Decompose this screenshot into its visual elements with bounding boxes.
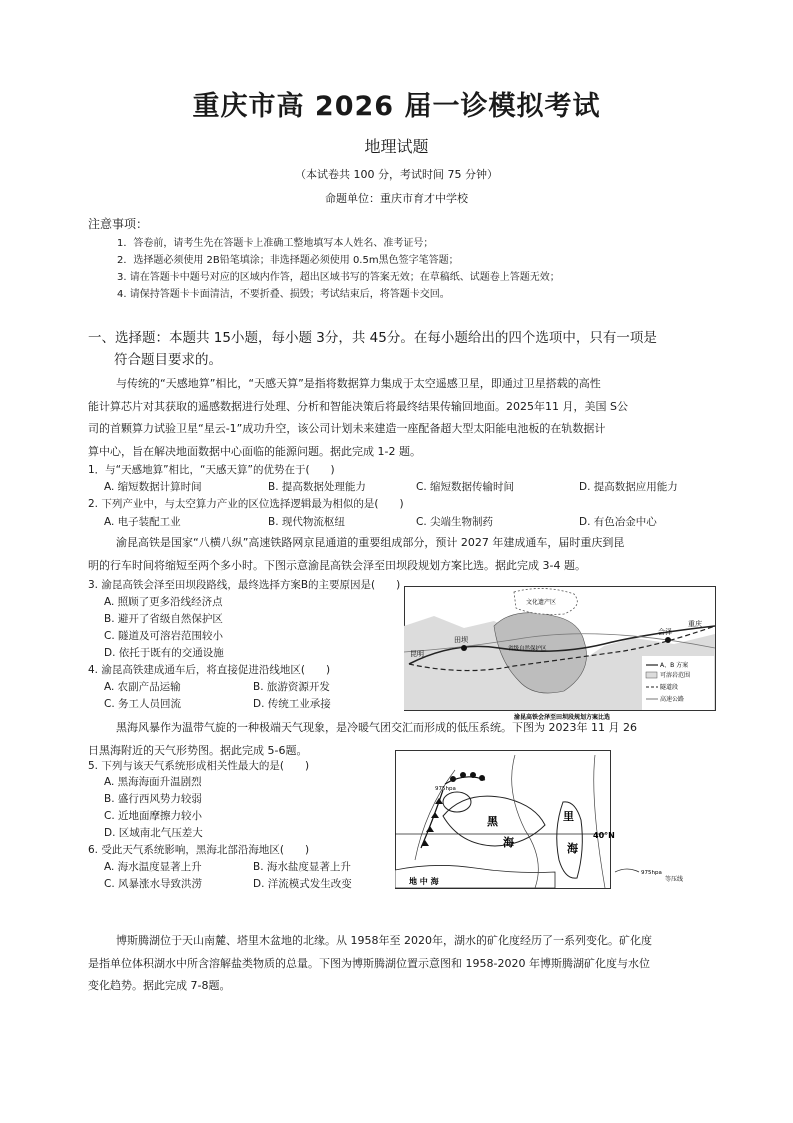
exam-title: 重庆市高 2026 届一诊模拟考试 (192, 91, 601, 122)
question-2-stem: 2. 下列产业中，与太空算力产业的区位选择逻辑最为相似的是( ) (88, 498, 404, 510)
question-6-stem: 6. 受此天气系统影响，黑海北部沿海地区( ) (88, 844, 310, 856)
passage-line: 能计算芯片对其获取的遥感数据进行处理、分析和智能决策后将最终结果传输回地面。2025年11 月，美国 S公 (88, 399, 628, 413)
option-d[interactable]: D. 洋流模式发生改变 (253, 878, 352, 890)
passage-line: 明的行车时间将缩短至两个多小时。下图示意渝昆高铁会泽至田坝段规划方案比选。据此完成 3-4 题。 (88, 558, 586, 572)
passage-line: 日黑海附近的天气形势图。据此完成 5-6题。 (88, 743, 308, 757)
option-b[interactable]: B. 提高数据处理能力 (268, 481, 366, 493)
passage-line: 渝昆高铁是国家“八横八纵”高速铁路网京昆通道的重要组成部分，预计 2027 年建成通车，届时重庆到昆 (116, 536, 625, 549)
warm-front-marker (479, 775, 485, 781)
nature-reserve-label: 省级自然保护区 (508, 646, 547, 652)
notes-heading: 注意事项： (88, 217, 149, 231)
huize-label: 会泽 (658, 628, 672, 636)
legend-isobar-label: 等压线 (665, 876, 684, 883)
option-c[interactable]: C. 隧道及可溶岩范围较小 (104, 630, 224, 642)
question-5-stem: 5. 下列与该天气系统形成相关性最大的是( ) (88, 760, 310, 772)
legend-highway-label: 高速公路 (660, 696, 685, 703)
caspian-sea-label: 里 (563, 810, 574, 823)
option-d[interactable]: D. 提高数据应用能力 (579, 481, 678, 493)
exam-subtitle: 地理试题 (364, 137, 429, 156)
passage-line: 是指单位体积湖水中所含溶解盐类物质的总量。下图为博斯腾湖位置示意图和 1958-2020 年博斯腾湖矿化度与水位 (88, 956, 650, 970)
option-a[interactable]: A. 海水温度显著上升 (104, 861, 202, 873)
passage-line: 黑海风暴作为温带气旋的一种极端天气现象，是冷暖气团交汇而形成的低压系统。下图为 2023年 11 月 26 (116, 721, 637, 734)
kunming-label: 昆明 (410, 650, 424, 658)
option-b[interactable]: B. 旅游资源开发 (253, 681, 330, 693)
exam-author: 命题单位：重庆市育才中学校 (325, 192, 468, 205)
legend-isobar-value: 975hpa (641, 870, 662, 876)
question-4-stem: 4. 渝昆高铁建成通车后，将直接促进沿线地区( ) (88, 664, 331, 676)
note-item: 1．答卷前，请考生先在答题卡上准确工整地填写本人姓名、准考证号； (117, 238, 434, 249)
option-c[interactable]: C. 务工人员回流 (104, 698, 182, 710)
option-c[interactable]: C. 风暴涨水导致洪涝 (104, 878, 203, 890)
option-a[interactable]: A. 黑海海面升温剧烈 (104, 776, 202, 788)
passage-line: 变化趋势。据此完成 7-8题。 (88, 979, 231, 992)
legend-tunnel-label: 隧道段 (660, 684, 679, 691)
huize-marker (665, 637, 671, 643)
option-b[interactable]: B. 盛行西风势力较弱 (104, 793, 202, 805)
isobar-value-label: 975hpa (435, 786, 456, 792)
route-comparison-map (404, 586, 716, 720)
option-a[interactable]: A. 照顾了更多沿线经济点 (104, 596, 223, 608)
note-item: 3. 请在答题卡中题号对应的区域内作答，超出区域书写的答案无效；在草稿纸、试题卷上答题无效； (117, 272, 560, 283)
option-c[interactable]: C. 缩短数据传输时间 (416, 481, 515, 493)
question-3-stem: 3. 渝昆高铁会泽至田坝段路线，最终选择方案B的主要原因是( ) (88, 579, 401, 591)
mediterranean-label: 地 中 海 (409, 877, 439, 886)
legend-karst-label: 可溶岩范围 (660, 672, 691, 679)
section-line: 符合题目要求的。 (114, 352, 222, 368)
warm-front-marker (460, 772, 466, 778)
warm-front-marker (450, 776, 456, 782)
option-b[interactable]: B. 现代物流枢纽 (268, 516, 345, 528)
black-sea-weather-map (395, 750, 697, 892)
exam-info: （本试卷共 100 分，考试时间 75 分钟） (295, 168, 498, 181)
section-heading (88, 327, 708, 371)
note-item: 4. 请保持答题卡卡面清洁，不要折叠、损毁；考试结束后，将答题卡交回。 (117, 289, 450, 300)
legend-route-label: A、B 方案 (660, 662, 689, 669)
legend-isobar-swatch (615, 869, 639, 872)
option-a[interactable]: A. 电子装配工业 (104, 516, 181, 528)
map-caption: 渝昆高铁会泽至田坝段规划方案比选 (514, 714, 611, 720)
option-a[interactable]: A. 农副产品运输 (104, 681, 181, 693)
passage-line: 博斯腾湖位于天山南麓、塔里木盆地的北缘。从 1958年至 2020年，湖水的矿化度经历了一系列变化。矿化度 (116, 934, 652, 947)
passage-line: 司的首颗算力试验卫星“星云-1”成功升空，该公司计划未来建造一座配备超大型太阳能电池板的在轨数据计 (88, 422, 606, 435)
legend-karst-swatch (646, 672, 657, 678)
option-b[interactable]: B. 避开了省级自然保护区 (104, 613, 223, 625)
chongqing-label: 重庆 (688, 620, 702, 628)
note-item: 2．选择题必须使用 2B铅笔填涂；非选择题必须使用 0.5m黑色签字笔答题； (117, 255, 459, 266)
passage-4 (88, 930, 708, 998)
latitude-label: 40°N (593, 831, 615, 840)
option-d[interactable]: D. 有色冶金中心 (579, 516, 657, 528)
passage-2 (88, 532, 708, 577)
black-sea-label-2: 海 (503, 836, 514, 849)
option-d[interactable]: D. 依托于既有的交通设施 (104, 647, 224, 659)
tianba-label: 田坝 (454, 636, 468, 644)
caspian-sea-label-2: 海 (567, 842, 578, 855)
option-d[interactable]: D. 区域南北气压差大 (104, 827, 203, 839)
culture-heritage-label: 文化遗产区 (526, 599, 557, 606)
warm-front-marker (470, 772, 476, 778)
option-c[interactable]: C. 尖端生物制药 (416, 516, 494, 528)
passage-1 (88, 373, 708, 463)
option-b[interactable]: B. 海水盐度显著上升 (253, 861, 351, 873)
black-sea-label: 黑 (487, 815, 498, 828)
option-d[interactable]: D. 传统工业承接 (253, 698, 331, 710)
passage-line: 与传统的“天感地算”相比，“天感天算”是指将数据算力集成于太空遥感卫星，即通过卫星搭载的高性 (116, 377, 601, 390)
passage-line: 算中心，旨在解决地面数据中心面临的能源问题。据此完成 1-2 题。 (88, 444, 421, 458)
option-c[interactable]: C. 近地面摩擦力较小 (104, 810, 203, 822)
question-1-stem: 1．与“天感地算”相比，“天感天算”的优势在于( ) (88, 464, 335, 476)
tianba-marker (461, 645, 467, 651)
option-a[interactable]: A. 缩短数据计算时间 (104, 481, 202, 493)
section-line: 一、选择题：本题共 15小题，每小题 3分，共 45分。在每小题给出的四个选项中，只有一项是 (88, 330, 657, 346)
